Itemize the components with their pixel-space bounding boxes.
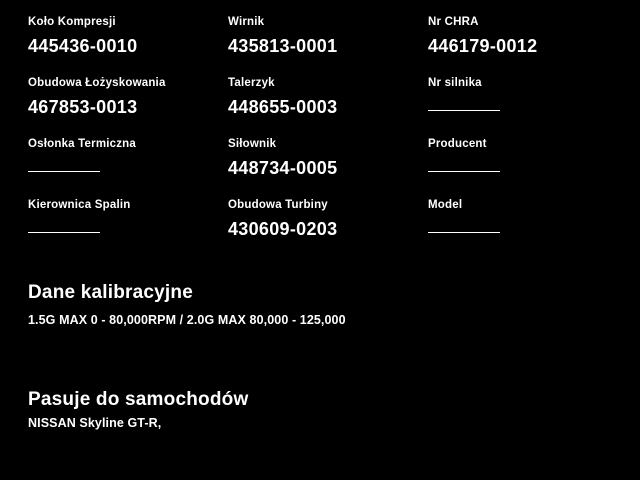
spec-label: Obudowa Łożyskowania	[28, 77, 166, 89]
spec-label: Koło Kompresji	[28, 16, 116, 28]
calibration-section	[28, 280, 616, 329]
spec-grid	[28, 14, 616, 258]
calibration-title: Dane kalibracyjne	[28, 282, 193, 303]
spec-item-model	[428, 197, 616, 258]
fitment-section	[28, 387, 616, 432]
spec-label: Nr CHRA	[428, 16, 479, 28]
fitment-text: NISSAN Skyline GT-R,	[28, 416, 162, 430]
spec-item-kierownica-spalin	[28, 197, 228, 258]
spec-label: Producent	[428, 138, 487, 150]
spec-item-kolo-kompresji	[28, 14, 228, 75]
spec-label: Siłownik	[228, 138, 277, 150]
spec-value: 446179-0012	[428, 36, 538, 56]
spec-label: Osłonka Termiczna	[28, 138, 137, 150]
spec-item-talerzyk	[228, 75, 428, 136]
fitment-title: Pasuje do samochodów	[28, 389, 249, 410]
spec-value: 448734-0005	[228, 158, 338, 178]
spec-value-blank	[428, 171, 500, 172]
spec-label: Model	[428, 199, 463, 211]
spec-label: Talerzyk	[228, 77, 275, 89]
spec-value-blank	[428, 110, 500, 111]
spec-value-blank	[28, 171, 100, 172]
spec-value: 448655-0003	[228, 97, 338, 117]
spec-value: 430609-0203	[228, 219, 338, 239]
spec-item-nr-silnika	[428, 75, 616, 136]
spec-item-obudowa-lozyskowania	[28, 75, 228, 136]
spec-item-nr-chra	[428, 14, 616, 75]
spec-label: Wirnik	[228, 16, 265, 28]
spec-label: Kierownica Spalin	[28, 199, 131, 211]
spec-label: Nr silnika	[428, 77, 482, 89]
spec-item-wirnik	[228, 14, 428, 75]
spec-value: 445436-0010	[28, 36, 138, 56]
spec-label: Obudowa Turbiny	[228, 199, 328, 211]
spec-item-silownik	[228, 136, 428, 197]
spec-item-obudowa-turbiny	[228, 197, 428, 258]
spec-value: 435813-0001	[228, 36, 338, 56]
spec-item-producent	[428, 136, 616, 197]
spec-value-blank	[28, 232, 100, 233]
spec-item-oslonka-termiczna	[28, 136, 228, 197]
spec-value: 467853-0013	[28, 97, 138, 117]
calibration-text: 1.5G MAX 0 - 80,000RPM / 2.0G MAX 80,000 - 125,000	[28, 313, 346, 327]
spec-value-blank	[428, 232, 500, 233]
